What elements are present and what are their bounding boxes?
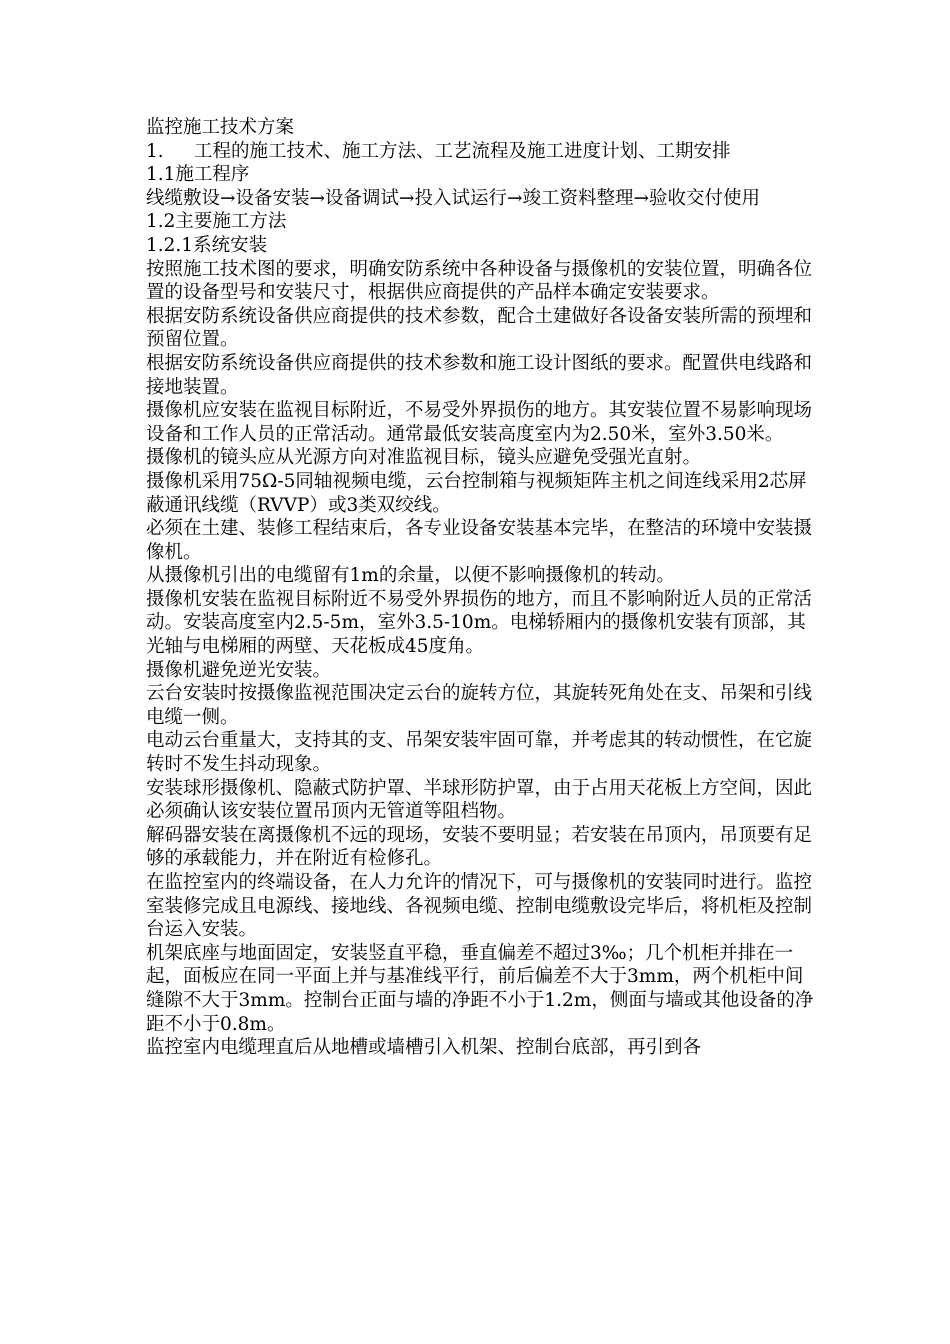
paragraph: 解码器安装在离摄像机不远的现场，安装不要明显；若安装在吊顶内，吊顶要有足够的承载能力，并在附近有检修孔。 bbox=[146, 824, 813, 870]
paragraph: 必须在土建、装修工程结束后，各专业设备安装基本完毕，在整洁的环境中安装摄像机。 bbox=[146, 518, 813, 563]
paragraph: 摄像机的镜头应从光源方向对准监视目标，镜头应避免受强光直射。 bbox=[146, 447, 702, 469]
paragraph: 根据安防系统设备供应商提供的技术参数和施工设计图纸的要求。配置供电线路和接地装置。 bbox=[146, 352, 813, 398]
paragraph: 在监控室内的终端设备，在人力允许的情况下，可与摄像机的安装同时进行。监控室装修完成且电源线、接地线、各视频电缆、控制电缆敷设完毕后，将机柜及控制台运入安装。 bbox=[146, 872, 813, 941]
construction-flow: 线缆敷设→设备安装→设备调试→投入试运行→竣工资料整理→验收交付使用 bbox=[146, 187, 761, 209]
paragraph: 安装球形摄像机、隐蔽式防护罩、半球形防护罩，由于占用天花板上方空间，因此必须确认该安装位置吊顶内无管道等阻档物。 bbox=[146, 777, 813, 823]
paragraph: 云台安装时按摄像监视范围决定云台的旋转方位，其旋转死角处在支、吊架和引线电缆一侧。 bbox=[146, 683, 813, 728]
paragraph: 摄像机避免逆光安装。 bbox=[146, 659, 332, 681]
paragraph: 电动云台重量大，支持其的支、吊架安装牢固可靠，并考虑其的转动惯性，在它旋转时不发生抖动现象。 bbox=[146, 730, 813, 776]
paragraph: 根据安防系统设备供应商提供的技术参数，配合土建做好各设备安装所需的预埋和预留位置。 bbox=[146, 305, 813, 351]
paragraph: 摄像机采用75Ω-5同轴视频电缆，云台控制箱与视频矩阵主机之间连线采用2芯屏蔽通讯线缆（RVVP）或3类双绞线。 bbox=[146, 470, 807, 516]
section-1-heading bbox=[146, 140, 816, 164]
section-1-number: 1. bbox=[146, 140, 164, 162]
paragraph: 监控室内电缆理直后从地槽或墙槽引入机架、控制台底部，再引到各 bbox=[146, 1037, 702, 1059]
paragraph: 摄像机应安装在监视目标附近，不易受外界损伤的地方。其安装位置不易影响现场设备和工作人员的正常活动。通常最低安装高度室内为2.50米，室外3.50米。 bbox=[146, 400, 813, 445]
section-1-2-heading: 1.2主要施工方法 bbox=[146, 211, 287, 233]
document-title: 监控施工技术方案 bbox=[146, 117, 295, 138]
document-page bbox=[146, 116, 816, 1060]
paragraph: 摄像机安装在监视目标附近不易受外界损伤的地方，而且不影响附近人员的正常活动。安装高度室内2.5-5m，室外3.5-10m。电梯轿厢内的摄像机安装有顶部，其光轴与电梯厢的两壁、天花板成45度角。 bbox=[146, 588, 813, 658]
section-1-1-heading: 1.1施工程序 bbox=[146, 164, 250, 186]
paragraph: 机架底座与地面固定，安装竖直平稳，垂直偏差不超过3‰；几个机柜并排在一起，面板应在同一平面上并与基准线平行，前后偏差不大于3mm，两个机柜中间缝隙不大于3mm。控制台正面与墙的净距不小于1.2m，侧面与墙或其他设备的净距不小于0.8m。 bbox=[146, 942, 814, 1035]
paragraph: 从摄像机引出的电缆留有1m的余量，以便不影响摄像机的转动。 bbox=[146, 565, 675, 587]
paragraph: 按照施工技术图的要求，明确安防系统中各种设备与摄像机的安装位置，明确各位置的设备型号和安装尺寸，根据供应商提供的产品样本确定安装要求。 bbox=[146, 258, 813, 304]
section-1-text: 工程的施工技术、施工方法、工艺流程及施工进度计划、工期安排 bbox=[194, 140, 731, 162]
section-1-2-1-heading: 1.2.1系统安装 bbox=[146, 234, 268, 256]
